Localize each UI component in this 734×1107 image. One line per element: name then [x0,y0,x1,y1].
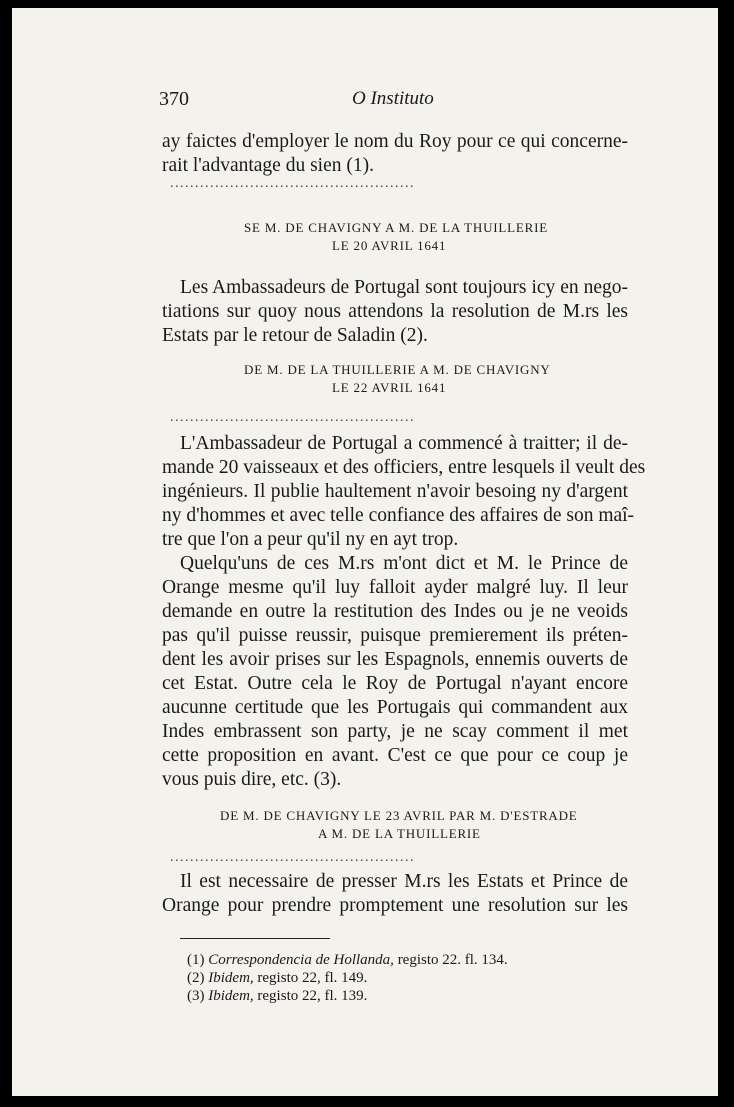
footnote-ref: registo 22, fl. 139. [257,988,368,1004]
text-line: aucunne certitude que les Portugais qui commandent aux [162,697,628,718]
letter-heading: DE M. DE LA THUILLERIE A M. DE CHAVIGNY [244,362,551,377]
text-line: dent les avoir prises sur les Espagnols, ennemis ouverts de [162,649,628,670]
text-line: Les Ambassadeurs de Portugal sont toujours icy en nego- [180,277,628,298]
footnote-marker: (2) [187,970,205,986]
text-line: Quelqu'uns de ces M.rs m'ont dict et M. le Prince de [180,553,628,574]
text-line: Indes embrassent son party, je ne scay comment il met [162,721,628,742]
text-line: L'Ambassadeur de Portugal a commencé à traitter; il de- [180,433,628,454]
text-line: rait l'advantage du sien (1). [162,155,374,176]
letter-heading: DE M. DE CHAVIGNY LE 23 AVRIL PAR M. D'ESTRADE [220,808,578,823]
footnote-ref: registo 22. fl. 134. [397,952,508,968]
text-line: mande 20 vaisseaux et des officiers, entre lesquels il veult des [162,457,646,478]
text-line: demande en outre la restitution des Indes ou je ne veoids [162,601,628,622]
footnote-3 [187,988,367,1005]
text-line: cet Estat. Outre cela le Roy de Portugal n'ayant encore [162,673,628,694]
footnote-source: Ibidem, [208,988,254,1004]
letter-recipient: A M. DE LA THUILLERIE [318,826,481,841]
footnote-2 [187,970,367,987]
text-line: Estats par le retour de Saladin (2). [162,325,428,346]
text-line: vous puis dire, etc. (3). [162,769,342,790]
text-line: Il est necessaire de presser M.rs les Estats et Prince de [180,871,628,892]
text-line: tre que l'on a peur qu'il ny en ayt trop. [162,529,459,550]
footnote-rule [180,938,330,939]
footnote-marker: (1) [187,952,205,968]
ellipsis-dots: ................................................. [170,176,415,191]
running-title: O Instituto [352,88,434,109]
text-line: ny d'hommes et avec telle confiance des affaires de son maî- [162,505,635,526]
document-page [12,8,718,1096]
text-line: pas qu'il puisse reussir, puisque premierement ils préten- [162,625,628,646]
text-line: Orange mesme qu'il luy falloit ayder malgré luy. Il leur [162,577,628,598]
letter-date: LE 20 AVRIL 1641 [332,238,447,253]
footnote-source: Correspondencia de Hollanda, [208,952,394,968]
letter-heading: SE M. DE CHAVIGNY A M. DE LA THUILLERIE [244,220,548,235]
text-line: tiations sur quoy nous attendons la resolution de M.rs les [162,301,628,322]
footnote-ref: registo 22, fl. 149. [257,970,368,986]
letter-date: LE 22 AVRIL 1641 [332,380,447,395]
text-line: ay faictes d'employer le nom du Roy pour ce qui concerne- [162,131,628,152]
ellipsis-dots: ................................................. [170,850,415,865]
text-line: cette proposition en avant. C'est ce que pour ce coup je [162,745,628,766]
footnote-1 [187,952,508,969]
text-line: Orange pour prendre promptement une resolution sur les [162,895,628,916]
ellipsis-dots: ................................................. [170,410,415,425]
page-number: 370 [159,88,189,110]
text-line: ingénieurs. Il publie haultement n'avoir besoing ny d'argent [162,481,628,502]
footnote-source: Ibidem, [208,970,254,986]
footnote-marker: (3) [187,988,205,1004]
